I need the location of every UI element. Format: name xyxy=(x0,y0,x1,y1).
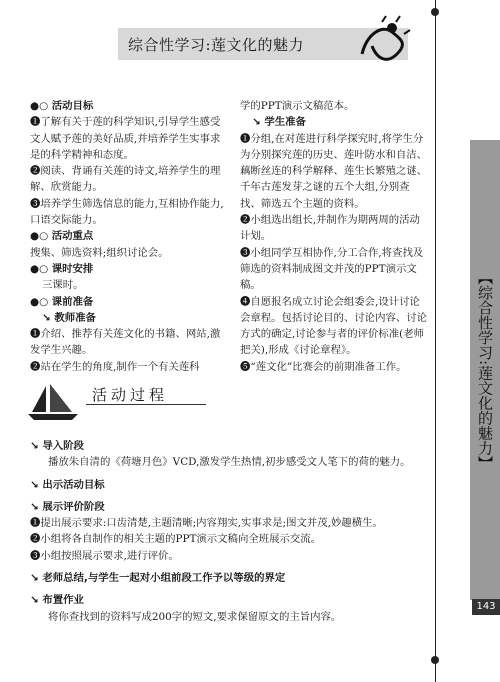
body-paragraph: ❷站在学生的角度,制作一个有关莲科 xyxy=(30,360,200,373)
page-number: 143 xyxy=(472,599,500,615)
stage-heading: ↘ 布置作业 xyxy=(30,594,84,607)
dragon-emblem-icon xyxy=(352,14,412,64)
body-paragraph: ❶分组,在对莲进行科学探究时,将学生分为分别探究莲的历史、莲叶防水和自洁、藕断丝连的科学解释、莲生长繁殖之谜、千年古莲发芽之谜的五个大组,分别查找、筛选五个主题的资料。 xyxy=(240,132,428,210)
body-paragraph: 搜集、筛选资料;组织讨论会。 xyxy=(30,246,169,259)
section-heading: ●○ 活动目标 xyxy=(30,100,94,112)
rule-dot xyxy=(431,8,439,16)
body-paragraph: 三课时。 xyxy=(42,279,84,292)
stage-line: ❶提出展示要求:口齿清楚,主题清晰;内容翔实,实事求是;图文并茂,妙趣横生。 xyxy=(30,517,383,530)
body-paragraph: 学的PPT演示文稿范本。 xyxy=(240,100,355,112)
body-paragraph: ❸培养学生筛选信息的能力,互相协作能力,口语交际能力。 xyxy=(30,197,224,227)
activity-process xyxy=(30,432,440,625)
stage-heading: ↘ 老师总结,与学生一起对小组前段工作予以等级的界定 xyxy=(30,572,286,585)
stage-line: ❷小组将各自制作的相关主题的PPT演示文稿向全班展示交流。 xyxy=(30,533,322,546)
stage-line: ❸小组按照展示要求,进行评价。 xyxy=(30,549,179,562)
body-paragraph: ❺“莲文化”比赛会的前期准备工作。 xyxy=(240,360,407,373)
stage-line: 将你查找到的资料写成200字的短文,要求保留原文的主旨内容。 xyxy=(48,610,342,623)
title-underline xyxy=(86,404,206,405)
body-paragraph: ❹自愿报名成立讨论会组委会,设计讨论会章程。包括讨论目的、讨论内容、讨论方式的确定,讨论参与者的评价标准(老师把关),形成《讨论章程》。 xyxy=(240,295,428,357)
section-heading: ●○ 课时安排 xyxy=(30,262,94,275)
stage-line: 播放朱自清的《荷塘月色》VCD,激发学生热情,初步感受文人笔下的荷的魅力。 xyxy=(48,456,411,469)
side-chapter-label: 【综合性学习:莲文化的魅力】 xyxy=(476,270,494,471)
stage-heading: ↘ 出示活动目标 xyxy=(30,478,105,491)
rule-dot xyxy=(431,656,439,664)
page-title: 综合性学习:莲文化的魅力 xyxy=(128,36,305,54)
section-title: 活动过程 xyxy=(92,386,169,404)
right-column xyxy=(240,98,430,375)
section-heading: ●○ 课前准备 xyxy=(30,295,94,308)
subsection-heading: ↘ 学生准备 xyxy=(252,116,306,129)
body-paragraph: ❷阅读、背诵有关莲的诗文,培养学生的理解、欣赏能力。 xyxy=(30,165,221,194)
body-paragraph: ❶介绍、推荐有关莲文化的书籍、网站,激发学生兴趣。 xyxy=(30,328,221,357)
subsection-heading: ↘ 教师准备 xyxy=(42,311,96,324)
stage-heading: ↘ 导入阶段 xyxy=(30,440,84,452)
left-column xyxy=(30,98,226,375)
body-paragraph: ❷小组选出组长,并制作为期两周的活动计划。 xyxy=(240,214,420,243)
body-paragraph: ❶了解有关于莲的科学知识,引导学生感受文人赋予莲的美好品质,并培养学生实事求是的科学精神和态度。 xyxy=(30,116,221,161)
body-paragraph: ❸小组同学互相协作,分工合作,将查找及筛选的资料制成图文并茂的PPT演示文稿。 xyxy=(240,246,424,292)
stage-heading: ↘ 展示评价阶段 xyxy=(30,500,105,513)
section-heading: ●○ 活动重点 xyxy=(30,230,94,243)
